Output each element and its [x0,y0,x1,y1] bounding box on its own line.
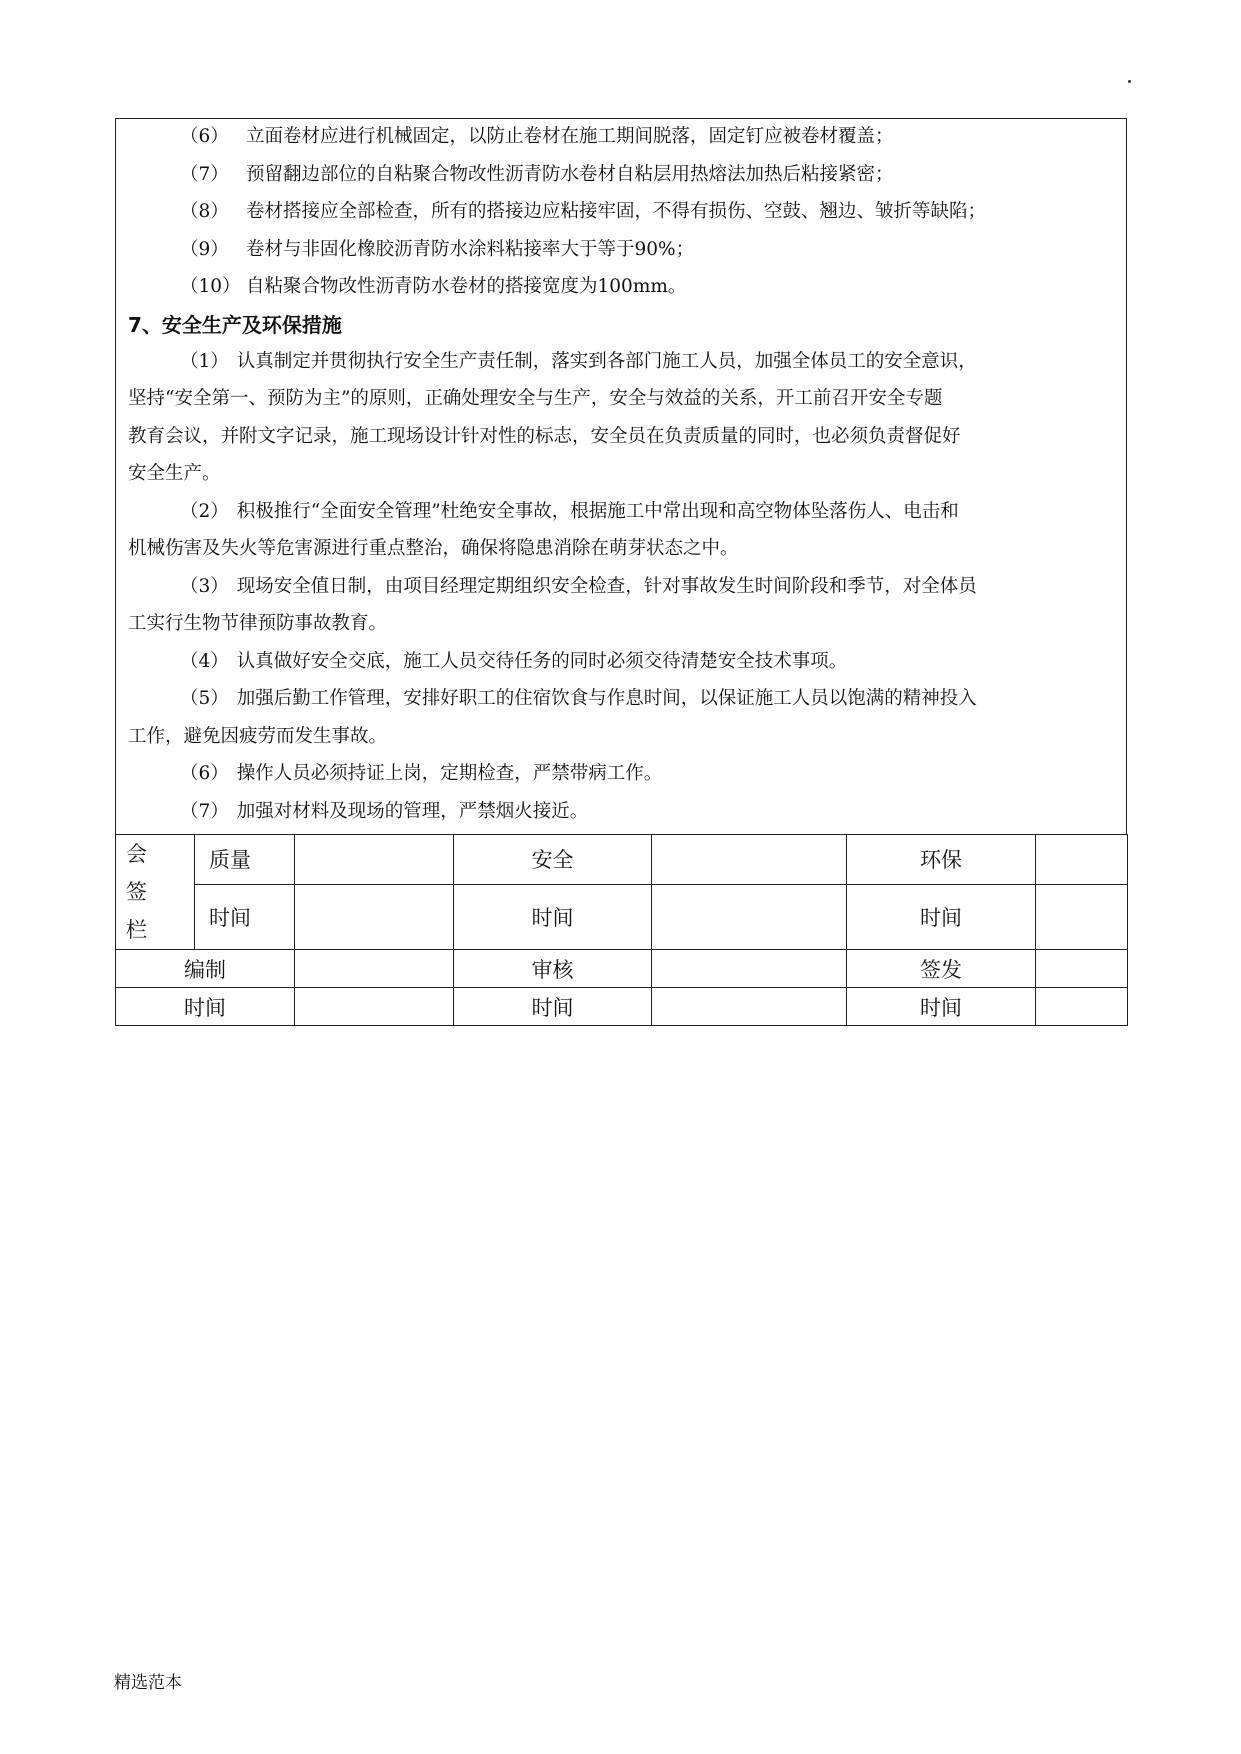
paragraph [128,493,1114,568]
list-item-number: （7） [180,163,229,185]
paragraph [128,680,1114,755]
list-item [128,231,1114,269]
paragraph [128,793,1114,831]
environment-time-cell[interactable] [1036,884,1128,949]
quality-time-label: 时间 [195,884,295,949]
paragraph-line: 工作，避免因疲劳而发生事故。 [128,725,388,747]
quality-label: 质量 [195,835,295,885]
paragraph [128,755,1114,793]
paragraph-line: 加强后勤工作管理，安排好职工的住宿饮食与作息时间，以保证施工人员以饱满的精神投入 [236,688,977,709]
list-item-number: （6） [180,126,229,147]
paragraph-number: （1） [180,350,229,372]
safety-label: 安全 [454,835,652,885]
environment-label: 环保 [847,835,1036,885]
paragraph-line: 安全生产。 [128,463,221,484]
prepared-time-label: 时间 [116,988,295,1026]
list-item-text: 预留翻边部位的自粘聚合物改性沥青防水卷材自粘层用热熔法加热后粘接紧密； [246,163,894,185]
paragraph-line: 操作人员必须持证上岗，定期检查，严禁带病工作。 [236,763,663,784]
list-item [128,118,1114,156]
issued-time-cell[interactable] [1036,988,1128,1026]
paragraph-line: 坚持“安全第一、预防为主”的原则，正确处理安全与生产，安全与效益的关系，开工前召开安全专题 [128,388,943,409]
reviewed-label: 审核 [454,950,652,988]
list-item-text: 卷材搭接应全部检查，所有的搭接边应粘接牢固，不得有损伤、空鼓、翘边、皱折等缺陷； [246,201,987,222]
list-item-number: （9） [180,238,229,260]
paragraph-line: 加强对材料及现场的管理，严禁烟火接近。 [236,800,589,822]
paragraph-line: 教育会议，并附文字记录，施工现场设计针对性的标志，安全员在负责质量的同时，也必须负责督促好 [128,425,961,447]
list-item [128,193,1114,231]
footer-text: 精选范本 [114,1673,182,1693]
list-item [128,156,1114,194]
countersign-table [115,834,1128,1026]
list-item-text: 卷材与非固化橡胶沥青防水涂料粘接率大于等于90%； [246,238,695,260]
list-item-number: （8） [180,201,229,222]
construction-requirements-list [128,118,1114,306]
environment-time-label: 时间 [847,884,1036,949]
paragraph-line: 机械伤害及失火等危害源进行重点整治，确保将隐患消除在萌芽状态之中。 [128,538,739,559]
section-title: 7、安全生产及环保措施 [128,312,342,337]
paragraph [128,343,1114,493]
issued-signature-cell[interactable] [1036,950,1128,988]
safety-signature-cell[interactable] [652,835,847,885]
paragraph-line: 认真制定并贯彻执行安全生产责任制，落实到各部门施工人员，加强全体员工的安全意识， [236,350,977,372]
environment-signature-cell[interactable] [1036,835,1128,885]
prepared-label: 编制 [116,950,295,988]
prepared-time-cell[interactable] [295,988,454,1026]
paragraph-line: 现场安全值日制，由项目经理定期组织安全检查，针对事故发生时间阶段和季节，对全体员 [236,575,977,597]
reviewed-time-cell[interactable] [652,988,847,1026]
header-dot [1128,80,1131,83]
paragraph-line: 积极推行“全面安全管理”杜绝安全事故，根据施工中常出现和高空物体坠落伤人、电击和 [236,500,959,522]
paragraph-line: 认真做好安全交底，施工人员交待任务的同时必须交待清楚安全技术事项。 [236,650,848,672]
paragraph [128,643,1114,681]
paragraph-number: （7） [180,800,229,822]
list-item-text: 自粘聚合物改性沥青防水卷材的搭接宽度为100mm。 [246,276,687,297]
document-body [128,118,1114,830]
quality-time-cell[interactable] [295,884,454,949]
list-item-number: （10） [180,276,241,297]
paragraph [128,568,1114,643]
paragraph-number: （4） [180,650,229,672]
list-item [128,268,1114,306]
paragraph-number: （6） [180,763,229,784]
prepared-signature-cell[interactable] [295,950,454,988]
list-item-text: 立面卷材应进行机械固定，以防止卷材在施工期间脱落，固定钉应被卷材覆盖； [246,126,894,147]
paragraph-line: 工实行生物节律预防事故教育。 [128,613,388,634]
paragraph-number: （2） [180,500,229,522]
issued-label: 签发 [847,950,1036,988]
paragraph-number: （3） [180,575,229,597]
safety-time-label: 时间 [454,884,652,949]
issued-time-label: 时间 [847,988,1036,1026]
paragraph-number: （5） [180,688,229,709]
reviewed-time-label: 时间 [454,988,652,1026]
safety-time-cell[interactable] [652,884,847,949]
countersign-label: 会 签 栏 [116,835,195,950]
reviewed-signature-cell[interactable] [652,950,847,988]
safety-measures-list [128,343,1114,831]
quality-signature-cell[interactable] [295,835,454,885]
